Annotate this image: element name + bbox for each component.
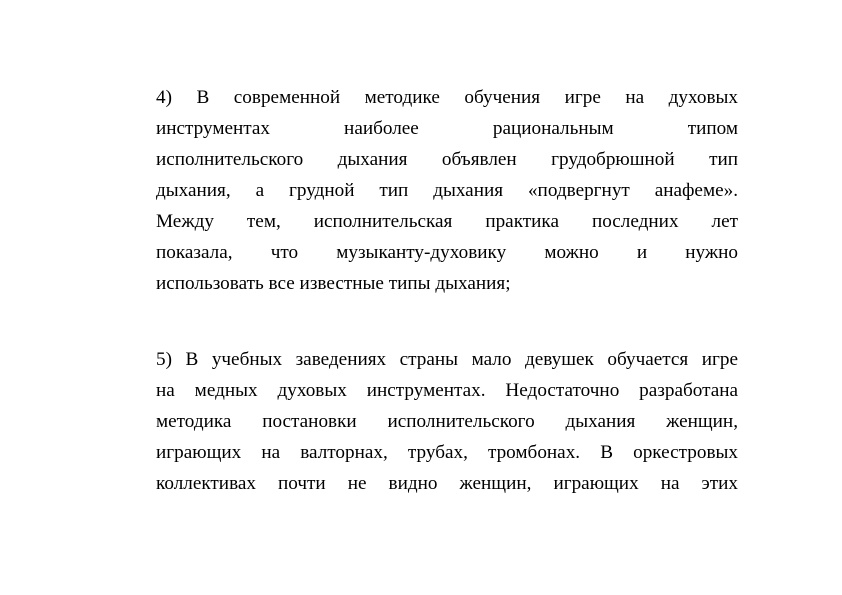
- paragraph-line: 5) В учебных заведениях страны мало девушек обучается игре: [156, 349, 738, 370]
- paragraph-line: использовать все известные типы дыхания;: [156, 273, 511, 294]
- paragraph-line: инструментах наиболее рациональным типом: [156, 118, 738, 139]
- paragraph-line: играющих на валторнах, трубах, тромбонах. В оркестровых: [156, 442, 738, 463]
- paragraph-line: Между тем, исполнительская практика последних лет: [156, 211, 738, 232]
- paragraph-line: методика постановки исполнительского дыхания женщин,: [156, 411, 738, 432]
- paragraph-line: коллективах почти не видно женщин, играющих на этих: [156, 473, 738, 494]
- paragraph-line: 4) В современной методике обучения игре на духовых: [156, 87, 738, 108]
- paragraph-line: на медных духовых инструментах. Недостаточно разработана: [156, 380, 738, 401]
- paragraph-5: [156, 344, 738, 499]
- paragraph-line: исполнительского дыхания объявлен грудобрюшной тип: [156, 149, 738, 170]
- paragraph-line: дыхания, а грудной тип дыхания «подвергнут анафеме».: [156, 180, 738, 201]
- paragraph-line: показала, что музыканту-духовику можно и нужно: [156, 242, 738, 263]
- paragraph-4: [156, 82, 738, 299]
